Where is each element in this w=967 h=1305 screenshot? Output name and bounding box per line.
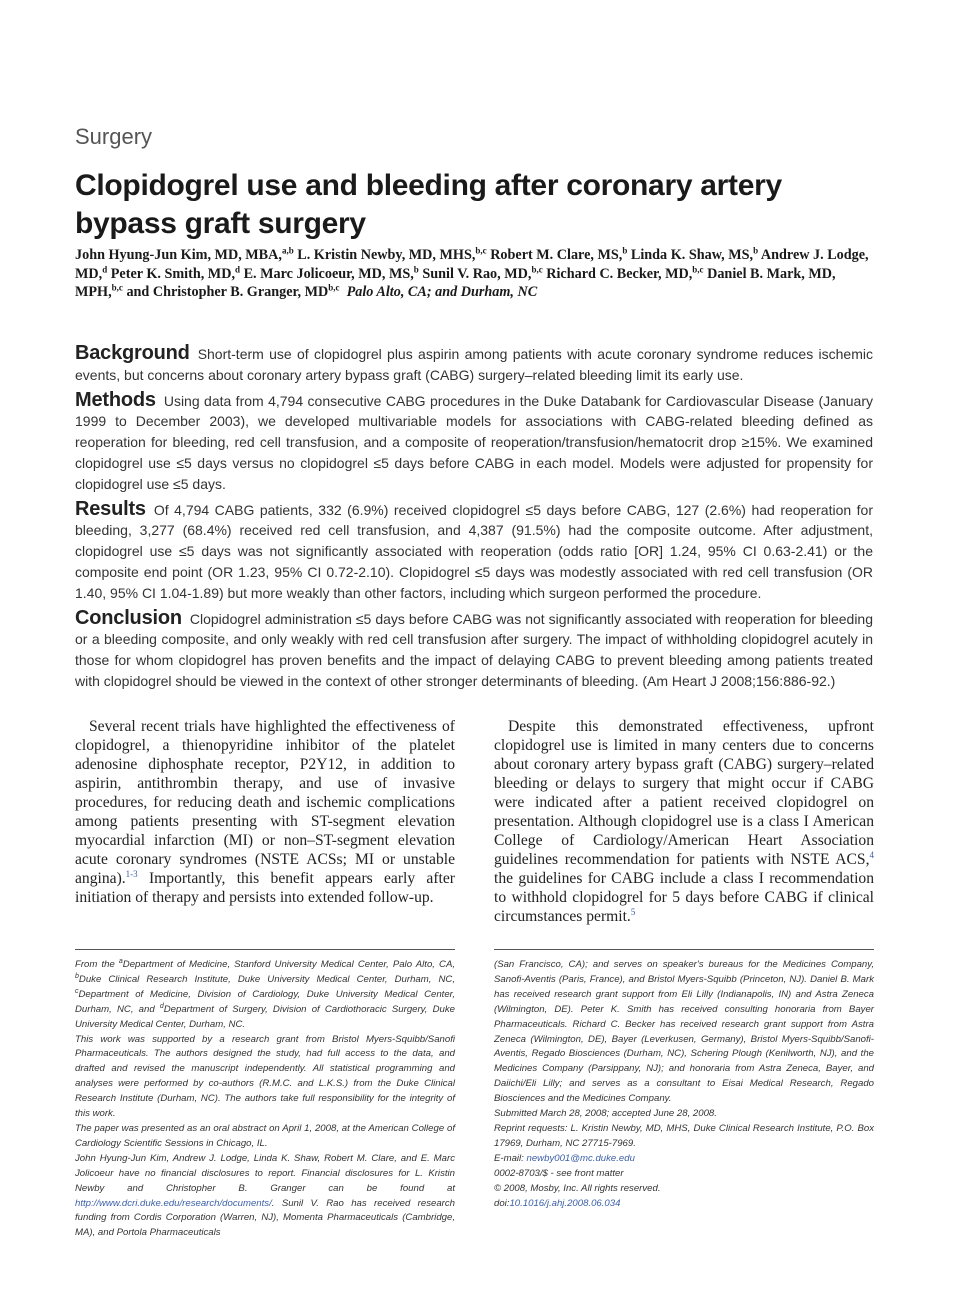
abstract-results <box>75 499 873 604</box>
body-text: Despite this demonstrated effectiveness, upfront clopidogrel use is limited in many centers due to concerns about coronary artery bypass graft (CABG) surgery–related bleeding or delays to surgery that might occur if CABG were indicated after a patient received clopidogrel on presentation. Although clopidogrel use is a class I American College of Cardiology/American Heart Association guidelines recommendation for patients with NSTE ACS, <box>494 718 874 868</box>
author: Richard C. Becker, MD, <box>546 265 693 282</box>
author-affiliation: b <box>622 245 628 256</box>
author: John Hyung-Jun Kim, MD, MBA, <box>75 247 282 263</box>
body-paragraph <box>494 717 874 926</box>
author-affiliation: b,c <box>692 263 704 274</box>
abstract-text: Clopidogrel administration ≤5 days before CABG was not significantly associated with reoperation for bleeding or a bleeding composite, and only weakly with red cell transfusion after surgery. The impact of withholding clopidogrel acutely in those for whom clopidogrel has proven benefits and the impact of delaying CABG to prevent bleeding among patients treated with clopidogrel should be viewed in the context of other stronger determinants of bleeding. (Am Heart J 2008;156:886-92.) <box>75 610 873 689</box>
citation-link[interactable]: 4 <box>869 849 874 860</box>
author-affiliation: b,c <box>475 245 487 256</box>
author-affiliation: b <box>753 245 759 256</box>
abstract-text: Of 4,794 CABG patients, 332 (6.9%) received clopidogrel ≤5 days before CABG, 127 (2.6%) had reoperation for bleeding, 3,277 (68.4%) received red cell transfusion, and 4,387 (91.5%) had the composite outcome. After adjustment, clopidogrel use ≤5 days was not significantly associated with reoperation (odds ratio [OR] 1.24, 95% CI 0.63-2.41) or the composite end point (OR 1.23, 95% CI 0.72-2.10). Clopidogrel ≤5 days was modestly associated with red cell transfusion (OR 1.40, 95% CI 1.04-1.89) but more weakly than other factors, including which surgeon performed the procedure. <box>75 501 873 601</box>
author-location: Palo Alto, CA; and Durham, NC <box>346 284 538 300</box>
author: E. Marc Jolicoeur, MD, MS, <box>243 265 414 282</box>
presentation-note: The paper was presented as an oral abstract on April 1, 2008, at the American College of Cardiology Scientific Sessions in Chicago, IL. <box>75 1122 455 1149</box>
body-text: Importantly, this benefit appears early after initiation of therapy and persists into extended follow-up. <box>75 870 455 906</box>
citation-link[interactable]: 1-3 <box>125 868 138 879</box>
author: Sunil V. Rao, MD, <box>422 265 532 282</box>
body-column-right <box>494 717 874 926</box>
reprint-requests: Reprint requests: L. Kristin Newby, MD, MHS, Duke Clinical Research Institute, P.O. Box 17969, Durham, NC 27715-7969. <box>494 1122 874 1149</box>
author: Robert M. Clare, MS, <box>490 247 623 263</box>
body-paragraph <box>75 717 455 907</box>
citation-link[interactable]: 5 <box>630 906 636 917</box>
abstract-label: Results <box>75 497 146 520</box>
author-affiliation: d <box>102 263 108 274</box>
author: and Christopher B. Granger, MD <box>126 284 329 300</box>
footnote-divider <box>494 949 874 950</box>
author: Daniel B. Mark, MD, MPH, <box>75 265 836 300</box>
author-affiliation: b,c <box>531 263 543 274</box>
body-column-left <box>75 717 455 907</box>
author-affiliation: d <box>235 263 241 274</box>
footnotes-right <box>494 958 874 1211</box>
email-link[interactable]: newby001@mc.duke.edu <box>526 1152 635 1164</box>
abstract-methods <box>75 390 873 495</box>
author: Linda K. Shaw, MS, <box>630 247 754 263</box>
section-label: Surgery <box>75 124 153 149</box>
article-title: Clopidogrel use and bleeding after coronary artery bypass graft surgery <box>75 169 782 240</box>
author-affiliation: b <box>413 263 419 274</box>
body-text: Several recent trials have highlighted the effectiveness of clopidogrel, a thienopyridine inhibitor of the platelet adenosine diphosphate receptor, P2Y12, in addition to aspirin, antithrombin therapy, and use of invasive procedures, for reducing death and ischemic complications among patients presenting with ST-segment elevation myocardial infarction (MI) or non–ST-segment elevation acute coronary syndromes (NSTE ACSs; MI or unstable angina). <box>75 718 455 887</box>
abstract-text: Short-term use of clopidogrel plus aspirin among patients with acute coronary syndrome reduces ischemic events, but concerns about coronary artery bypass graft (CABG) surgery–related bleeding limit its early use. <box>75 346 873 383</box>
author: Andrew J. Lodge, MD, <box>75 247 869 282</box>
disclosures-continued: (San Francisco, CA); and serves on speaker's bureaus for the Medicines Company, Sanofi-Aventis (Paris, France), and Bristol Myers-Squibb (Princeton, NJ). Daniel B. Mark has received research grant support from Eli Lilly (Indianapolis, IN) and Astra Zeneca (Wilmington, DE). Peter K. Smith has received consulting honoraria from Bayer Pharmaceuticals. Richard C. Becker has received research grant support from Astra Zeneca (Wilmington, DE), Bayer (Leverkusen, Germany), Bristol Myers-Squibb/Sanofi-Aventis, Regado Biosciences (Durham, NC), Schering Plough (Kenilworth, NJ), and the Medicines Company (Parsippany, NJ); and honoraria from Astra Zeneca, Bayer, and Daiichi/Eli Lilly; and serves as a consultant to Eisai Medical Research, Regado Biosciences and the Medicines Company. <box>494 959 874 1105</box>
abstract-label: Conclusion <box>75 606 182 629</box>
copyright-line: © 2008, Mosby, Inc. All rights reserved. <box>494 1182 661 1194</box>
disclosures-note: John Hyung-Jun Kim, Andrew J. Lodge, Linda K. Shaw, Robert M. Clare, and E. Marc Jolicoeur have no financial disclosures to report. Financial disclosures for L. Kristin Newby and Christopher B. Granger can be found at http://www.dcri.duke.edu/research/documents/. Sunil V. Rao has received research funding from Cordis Corporation (Warren, NJ), Momenta Pharmaceuticals (Cambridge, MA), and Portola Pharmaceuticals <box>75 1152 455 1239</box>
footnotes-left <box>75 958 455 1241</box>
doi-line: doi:10.1016/j.ahj.2008.06.034 <box>494 1197 621 1209</box>
abstract-label: Methods <box>75 388 156 411</box>
affiliations-note: From the $^a$Department of Medicine, Stanford University Medical Center, Palo Alto, CA, $^b$Duke Clinical Research Institute, Duke University Medical Center, Durham, NC, $^c$Department of Medicine, Division of Cardiology, Duke University Medical Center, Durham, NC, and $^d$Department of Surgery, Division of Cardiothoracic Surgery, Duke University Medical Center, Durham, NC. <box>75 957 456 1030</box>
abstract-text: Using data from 4,794 consecutive CABG procedures in the Duke Databank for Cardiovascular Disease (January 1999 to December 2003), we developed multivariable models for associations with CABG-related bleeding defined as reoperation for bleeding, red cell transfusion, and a composite of reoperation/transfusion/hematocrit drop ≥15%. We examined clopidogrel use ≤5 days versus no clopidogrel ≤5 days before CABG in each model. Models were adjusted for propensity for clopidogrel use ≤5 days. <box>75 392 873 492</box>
author-affiliation: b,c <box>328 282 340 293</box>
author: Peter K. Smith, MD, <box>110 265 235 282</box>
submission-dates: Submitted March 28, 2008; accepted June 28, 2008. <box>494 1108 717 1120</box>
author-affiliation: a,b <box>281 245 294 256</box>
issn-line: 0002-8703/$ - see front matter <box>494 1167 624 1179</box>
author-affiliation: b,c <box>111 282 123 293</box>
author-list <box>75 246 885 302</box>
body-text: the guidelines for CABG include a class I recommendation to withhold clopidogrel for 5 days before CABG if clinical circumstances permit. <box>494 870 874 925</box>
abstract <box>75 343 873 696</box>
author: L. Kristin Newby, MD, MHS, <box>297 247 476 263</box>
funding-note: This work was supported by a research grant from Bristol Myers-Squibb/Sanofi Pharmaceuticals. The authors designed the study, had full access to the data, and drafted and revised the manuscript independently. All statistical programming and analyses were performed by co-authors (R.M.C. and L.K.S.) from the Duke Clinical Research Institute (Durham, NC). The authors take full responsibility for the integrity of this work. <box>75 1033 455 1120</box>
abstract-label: Background <box>75 342 190 364</box>
abstract-conclusion <box>75 608 873 692</box>
doi-link[interactable]: 10.1016/j.ahj.2008.06.034 <box>509 1197 621 1209</box>
disclosures-link[interactable]: http://www.dcri.duke.edu/research/documents/ <box>75 1197 272 1209</box>
email-line: E-mail: newby001@mc.duke.edu <box>494 1152 635 1164</box>
footnote-divider <box>75 949 455 950</box>
abstract-background <box>75 343 873 386</box>
